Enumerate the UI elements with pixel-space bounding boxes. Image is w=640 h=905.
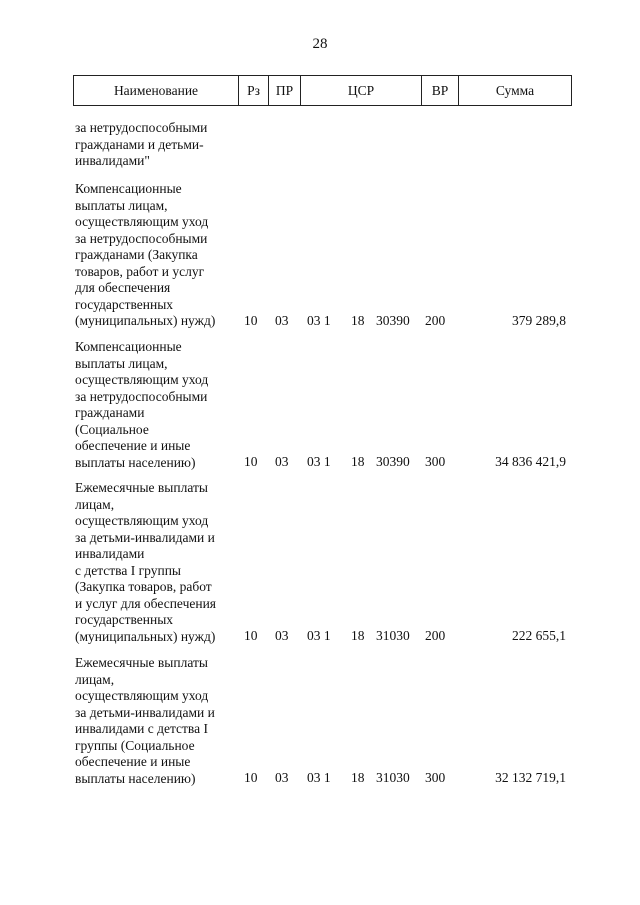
row-vr: 300: [425, 454, 446, 469]
row-csr-subprogram: 18: [351, 454, 365, 469]
continuation-text: за нетрудоспособными гражданами и детьми- инвалидами": [75, 120, 208, 168]
header-vr: ВР: [422, 76, 459, 106]
row-name: Ежемесячные выплаты лицам, осуществляющим уход за детьми-инвалидами и инвалидами с детства I группы (Социальное обеспечение и иные выплаты населению): [75, 655, 215, 786]
row-csr-subprogram: 18: [351, 770, 365, 785]
row-csr-program: 03 1: [307, 313, 331, 328]
row-vr: 300: [425, 770, 446, 785]
header-rz: Рз: [239, 76, 269, 106]
row-sum: 379 289,8: [512, 313, 566, 328]
row-rz: 10: [244, 313, 258, 328]
row-csr-direction: 31030: [376, 770, 410, 785]
row-name: Ежемесячные выплаты лицам, осуществляющим уход за детьми-инвалидами и инвалидами с детства I группы (Закупка товаров, работ и услуг для обеспечения государственных (муниципальных) нужд): [75, 480, 217, 644]
row-csr-subprogram: 18: [351, 313, 365, 328]
row-rz: 10: [244, 770, 258, 785]
row-pr: 03: [275, 628, 289, 643]
row-rz: 10: [244, 454, 258, 469]
row-csr-direction: 30390: [376, 313, 410, 328]
row-pr: 03: [275, 454, 289, 469]
row-pr: 03: [275, 313, 289, 328]
header-pr: ПР: [269, 76, 301, 106]
page-number: 28: [312, 36, 328, 52]
row-name: Компенсационные выплаты лицам, осуществляющим уход за нетрудоспособными гражданами (Закупка товаров, работ и услуг для обеспечения государственных (муниципальных) нужд): [75, 181, 216, 328]
row-csr-program: 03 1: [307, 770, 331, 785]
header-sum: Сумма: [459, 76, 572, 106]
row-csr-program: 03 1: [307, 454, 331, 469]
row-csr-subprogram: 18: [351, 628, 365, 643]
row-sum: 34 836 421,9: [495, 454, 566, 469]
row-vr: 200: [425, 628, 446, 643]
header-csr: ЦСР: [301, 76, 422, 106]
row-csr-direction: 31030: [376, 628, 410, 643]
row-vr: 200: [425, 313, 446, 328]
row-pr: 03: [275, 770, 289, 785]
row-name: Компенсационные выплаты лицам, осуществляющим уход за нетрудоспособными гражданами (Социальное обеспечение и иные выплаты населению): [75, 339, 209, 470]
row-sum: 222 655,1: [512, 628, 566, 643]
header-name: Наименование: [74, 76, 239, 106]
row-csr-program: 03 1: [307, 628, 331, 643]
row-sum: 32 132 719,1: [495, 770, 566, 785]
row-rz: 10: [244, 628, 258, 643]
table-header: [73, 75, 572, 106]
row-csr-direction: 30390: [376, 454, 410, 469]
